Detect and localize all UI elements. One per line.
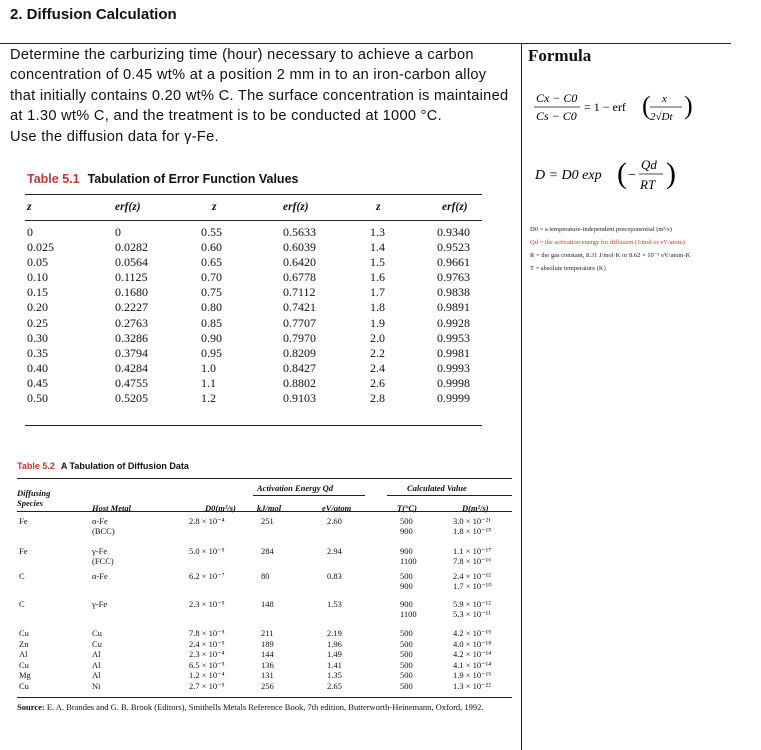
table-cell: 0.20 [27,300,48,315]
table-cell: 6.2 × 10⁻⁷ [189,571,225,581]
table-source: Source: E. A. Brandes and G. B. Brook (Editors), Smithells Metals Reference Book, 7th edition, Butterworth-Heinemann, Oxford, 1992. [17,702,484,712]
table-cell: 1.1 [201,375,216,390]
table-cell: 0.6420 [283,255,316,270]
table-cell: 500 [400,628,413,638]
table-cell: 0.7112 [283,285,316,300]
table-cell: 0.9891 [437,300,470,315]
table-cell: 0.10 [27,270,48,285]
table-cell: 1.8 × 10⁻¹⁵ [453,526,492,536]
table-cell: 0.2227 [115,300,148,315]
svg-text:Cs − C0: Cs − C0 [536,109,577,123]
table-cell: 189 [261,638,274,649]
table-cell: 0.65 [201,255,222,270]
table-cell: 0.9838 [437,285,470,300]
table-cell: 0.85 [201,315,222,330]
table-cell: 0.70 [201,270,222,285]
table-cell: 1.49 [327,649,342,659]
table-cell: 1.2 [201,391,216,406]
table-cell: 0.9763 [437,270,470,285]
table-cell: 284 [261,546,274,556]
table-cell: 500 [400,680,413,691]
table-cell: 5.3 × 10⁻¹¹ [453,609,491,619]
table-cell: 0.9953 [437,330,470,345]
table-cell: 2.3 × 10⁻⁵ [189,599,225,609]
table-cell: γ-Fe [92,546,108,556]
table-cell: Cu [19,680,29,691]
table-cell: 0 [115,225,121,239]
table-cell: 0.15 [27,285,48,300]
table-cell: 500 [400,649,413,659]
table-cell: 0.5205 [115,391,148,406]
table-cell: 900 [400,599,413,609]
table-cell: 0.9340 [437,225,470,239]
table-cell: 4.2 × 10⁻¹⁴ [453,649,492,659]
table-cell: Cu [19,628,29,638]
col-erf-3 [437,225,470,406]
arrhenius-equation [535,152,715,198]
table-cell: 0.9928 [437,315,470,330]
table-cell: 0.9661 [437,255,470,270]
table-cell: 4.1 × 10⁻¹⁴ [453,659,492,670]
activation-rule [253,495,365,496]
svg-text:2√Dt: 2√Dt [650,111,673,123]
col-erf-2 [283,225,316,406]
formula-legend: D0 = a temperature-independent preexponential (m²/s) Qd = the activation energy for diffusion (J/mol or eV/atom) R = the gas constant, 8.31 J/mol·K or 8.62 × 10⁻⁵ eV/atom·K T = absolute temperature (K) [530,226,691,272]
table-cell: 148 [261,599,274,609]
table-cell: 1.3 [370,225,385,239]
table-cell: 80 [261,571,270,581]
table-cell: 2.8 [370,391,385,406]
table-cell: 500 [400,638,413,649]
table-cell: Fe [19,516,28,526]
table-cell: 0.45 [27,375,48,390]
table-cell: 2.4 × 10⁻⁵ [189,638,225,649]
table-cell: 0.8209 [283,345,316,360]
table-cell: 0.0564 [115,255,148,270]
table-cell: 0.1125 [115,270,148,285]
table-cell: 0.6778 [283,270,316,285]
divider-left [0,43,521,44]
table-cell: Zn [19,638,29,649]
svg-text:−: − [628,168,636,183]
table-cell: 1.6 [370,270,385,285]
table-cell: 900 [400,546,413,556]
table-5-1-bottom-rule [25,425,482,426]
table-cell: 1.53 [327,599,342,609]
table-cell: Cu [19,659,29,670]
table-cell: Al [19,649,28,659]
table-cell: Al [92,670,101,680]
table-cell: 1.3 × 10⁻²² [453,680,491,691]
table-cell: 0.2763 [115,315,148,330]
table-cell: 0.0282 [115,240,148,255]
table-cell: Fe [19,546,28,556]
table-5-2-caption: Table 5.2 A Tabulation of Diffusion Data [17,461,189,471]
table-cell: (FCC) [92,556,114,566]
col-z-1 [27,225,54,406]
table-cell: 1.41 [327,659,342,670]
table-cell: 0.7421 [283,300,316,315]
table-cell: 2.3 × 10⁻⁴ [189,649,225,659]
table-5-2-top-rule [17,478,512,479]
table-cell: (BCC) [92,526,115,536]
table-cell: 1100 [400,609,417,619]
table-cell: 900 [400,526,413,536]
svg-text:): ) [666,157,676,190]
table-cell: 7.8 × 10⁻¹⁶ [453,556,492,566]
table-cell: 0.55 [201,225,222,239]
table-cell: 2.4 [370,360,385,375]
table-cell: 2.4 × 10⁻¹² [453,571,491,581]
table-cell: 0.9981 [437,345,470,360]
table-cell: 0.3286 [115,330,148,345]
table-cell: 1.96 [327,638,342,649]
table-cell: 4.0 × 10⁻¹⁸ [453,638,492,649]
table-cell: Ni [92,680,101,691]
table-cell: 0 [27,225,33,239]
column-divider [521,43,522,750]
table-cell: γ-Fe [92,599,108,609]
table-cell: 0.80 [201,300,222,315]
table-cell: 1.2 × 10⁻⁴ [189,670,225,680]
table-cell: 2.60 [327,516,342,526]
table-cell: 1.9 × 10⁻¹³ [453,670,491,680]
table-cell: Cu [92,638,102,649]
table-5-2-bottom-rule [17,697,512,698]
table-cell: α-Fe [92,516,108,526]
table-5-1-caption: Table 5.1 Tabulation of Error Function Values [27,172,299,186]
table-cell: 500 [400,659,413,670]
table-cell: Al [92,649,101,659]
table-cell: 7.8 × 10⁻⁵ [189,628,225,638]
table-cell: 1100 [400,556,417,566]
col-z-2 [201,225,222,406]
table-cell: 1.7 × 10⁻¹⁰ [453,581,492,591]
svg-text:D = D0 exp: D = D0 exp [535,168,602,183]
table-cell: 500 [400,571,413,581]
col-z-3 [370,225,385,406]
table-cell: 0.1680 [115,285,148,300]
table-cell: 3.0 × 10⁻²¹ [453,516,491,526]
section-heading: 2. Diffusion Calculation [10,6,177,23]
table-cell: Cu [92,628,102,638]
svg-text:= 1 − erf: = 1 − erf [584,100,626,114]
table-cell: 2.6 [370,375,385,390]
table-cell: 1.1 × 10⁻¹⁷ [453,546,492,556]
table-cell: 0.40 [27,360,48,375]
table-cell: 0.9523 [437,240,470,255]
table-5-1-top-rule [25,194,482,195]
table-cell: 2.0 [370,330,385,345]
table-cell: 500 [400,516,413,526]
svg-text:Qd: Qd [641,157,657,172]
table-cell: 0.3794 [115,345,148,360]
svg-text:): ) [684,91,693,120]
table-cell: 0.4755 [115,375,148,390]
table-cell: 211 [261,628,274,638]
table-cell: 1.9 [370,315,385,330]
svg-text:(: ( [642,91,651,120]
table-cell: 5.0 × 10⁻⁵ [189,546,225,556]
table-cell: 136 [261,659,274,670]
table-cell: 0.50 [27,391,48,406]
table-cell: 2.94 [327,546,342,556]
table-cell: 2.2 [370,345,385,360]
table-cell: 0.05 [27,255,48,270]
table-cell: 4.2 × 10⁻¹⁹ [453,628,492,638]
table-cell: 500 [400,670,413,680]
table-cell: 0.95 [201,345,222,360]
table-cell: 2.19 [327,628,342,638]
table-cell: 251 [261,516,274,526]
svg-text:Cx − C0: Cx − C0 [536,91,578,105]
table-cell: 6.5 × 10⁻⁵ [189,659,225,670]
table-5-1-header-rule [25,220,482,221]
table-cell: 144 [261,649,274,659]
table-cell: 2.65 [327,680,342,691]
table-cell: 0.7970 [283,330,316,345]
table-cell: C [19,571,25,581]
divider-right [521,43,731,44]
fick-second-law-solution [532,88,712,130]
table-cell: 0.8802 [283,375,316,390]
table-cell: 0.4284 [115,360,148,375]
svg-text:x: x [662,93,667,105]
table-cell: 0.025 [27,240,54,255]
table-cell: 2.8 × 10⁻⁴ [189,516,225,526]
table-cell: 1.7 [370,285,385,300]
calculated-rule [387,495,512,496]
table-cell: 0.9103 [283,391,316,406]
table-cell: 0.9999 [437,391,470,406]
table-cell: Mg [19,670,31,680]
table-cell: Al [92,659,101,670]
table-cell: 900 [400,581,413,591]
table-cell: 0.90 [201,330,222,345]
table-cell: 1.4 [370,240,385,255]
table-cell: 1.0 [201,360,216,375]
col-erf-1 [115,225,148,406]
table-cell: 0.25 [27,315,48,330]
table-cell: 5.9 × 10⁻¹² [453,599,491,609]
svg-text:RT: RT [640,177,656,192]
table-cell: 1.5 [370,255,385,270]
svg-text:(: ( [617,157,627,190]
table-cell: 0.8427 [283,360,316,375]
formula-title: Formula [528,46,592,65]
table-cell: 1.8 [370,300,385,315]
table-cell: 0.75 [201,285,222,300]
table-cell: 2.7 × 10⁻⁵ [189,680,225,691]
table-cell: 1.35 [327,670,342,680]
table-cell: 0.83 [327,571,342,581]
table-cell: C [19,599,25,609]
table-cell: 0.6039 [283,240,316,255]
table-cell: 131 [261,670,274,680]
table-cell: 0.5633 [283,225,316,239]
table-cell: α-Fe [92,571,108,581]
table-cell: 0.7707 [283,315,316,330]
table-cell: 0.35 [27,345,48,360]
table-cell: 0.30 [27,330,48,345]
table-cell: 0.9998 [437,375,470,390]
table-cell: 256 [261,680,274,691]
table-cell: 0.9993 [437,360,470,375]
problem-statement: Determine the carburizing time (hour) necessary to achieve a carbon concentration of 0.45 wt% at a position 2 mm in to an iron-carbon alloy that initially contains 0.20 wt% C. The surface concentration is maintained at 1.30 wt% C, and the treatment is to be conducted at 1000 °C. Use the diffusion data for γ-Fe. [10,47,509,145]
table-cell: 0.60 [201,240,222,255]
